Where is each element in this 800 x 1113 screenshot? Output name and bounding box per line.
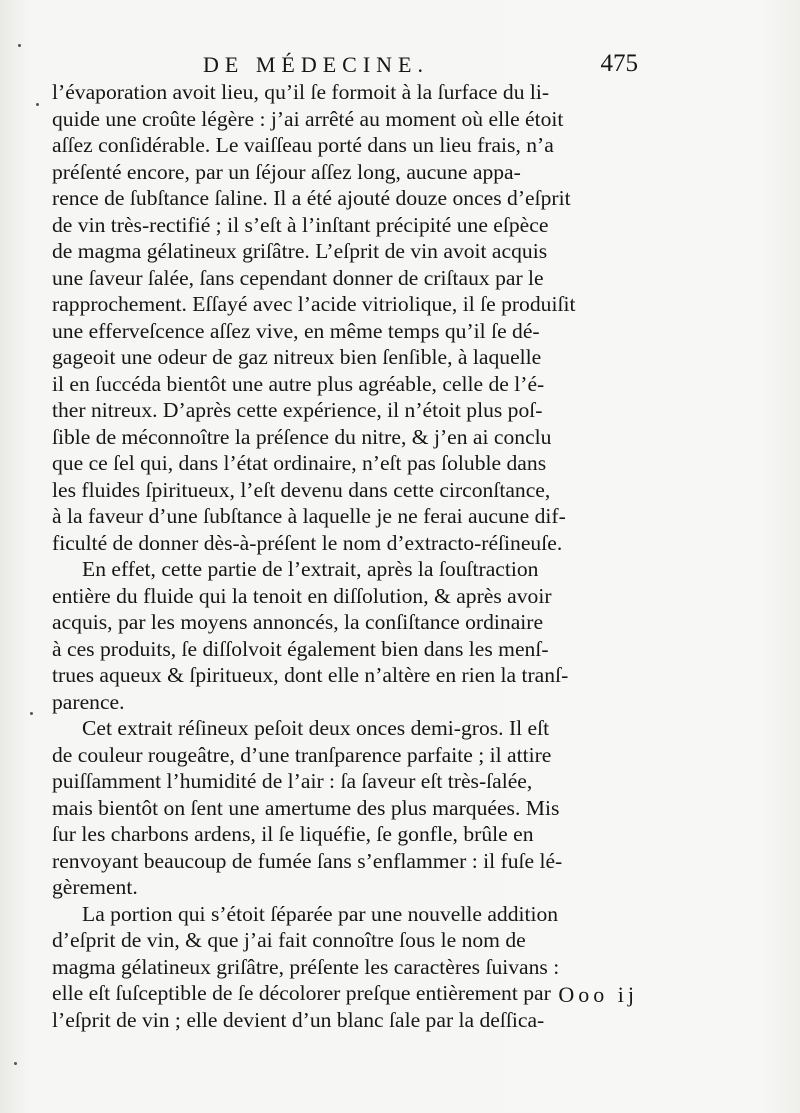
text-line: une ſaveur ſalée, ſans cependant donner de criſtaux par le (52, 265, 544, 290)
text-line: acquis, par les moyens annoncés, la conſiſtance ordinaire (52, 610, 544, 634)
text-line: La portion qui s’étoit ſéparée par une nouvelle addition (82, 901, 559, 926)
running-title: DE MÉDECINE. (203, 52, 429, 77)
text-line: il en ſuccéda bientôt une autre plus agréable, celle de l’é- (52, 371, 545, 396)
text-line: ſur les charbons ardens, il ſe liquéfie, ſe gonfle, brûle en (52, 822, 534, 846)
text-line: à ces produits, ſe diſſolvoit également bien dans les menſ- (52, 636, 549, 661)
text-line: une efferveſcence aſſez vive, en même temps qu’il ſe dé- (52, 318, 540, 343)
text-line: Cet extrait réſineux peſoit deux onces demi-gros. Il eſt (82, 716, 550, 740)
text-line: de magma gélatineux griſâtre. L’eſprit de vin avoit acquis (52, 239, 548, 263)
text-line: rence de ſubſtance ſaline. Il a été ajouté douze onces d’eſprit (52, 186, 571, 210)
text-line: d’eſprit de vin, & que j’ai fait connoître ſous le nom de (52, 928, 526, 952)
text-line: de couleur rougeâtre, d’une tranſparence parfaite ; il attire (52, 742, 552, 767)
text-line: rapprochement. Eſſayé avec l’acide vitriolique, il ſe produiſit (52, 292, 576, 316)
text-line: parence. (52, 689, 125, 714)
text-line: entière du fluide qui la tenoit en diſſolution, & après avoir (52, 583, 552, 608)
text-line: que ce ſel qui, dans l’état ordinaire, n’eſt pas ſoluble dans (52, 451, 547, 475)
text-line: mais bientôt on ſent une amertume des plus marquées. Mis (52, 795, 560, 820)
text-line: puiſſamment l’humidité de l’air : ſa ſaveur eſt très-ſalée, (52, 769, 533, 793)
text-line: quide une croûte légère : j’ai arrêté au moment où elle étoit (52, 106, 564, 131)
text-line: gageoit une odeur de gaz nitreux bien ſenſible, à laquelle (52, 345, 542, 369)
text-line: renvoyant beaucoup de fumée ſans s’enflammer : il fuſe lé- (52, 848, 563, 873)
text-line: préſenté encore, par un ſéjour aſſez long, aucune appa- (52, 159, 521, 184)
text-line: ficulté de donner dès-à-préſent le nom d’extracto-réſineuſe. (52, 530, 563, 555)
text-line: trues aqueux & ſpiritueux, dont elle n’altère en rien la tranſ- (52, 663, 569, 687)
text-line: elle eſt ſuſceptible de ſe décolorer preſque entièrement par (52, 981, 551, 1005)
page-number: 475 (600, 50, 638, 77)
text-line: En effet, cette partie de l’extrait, après la ſouſtraction (82, 557, 539, 581)
ink-speck (14, 1062, 17, 1065)
text-line: gèrement. (52, 875, 138, 899)
text-line: aſſez conſidérable. Le vaiſſeau porté dans un lieu frais, n’a (52, 133, 554, 157)
text-line: de vin très-rectifié ; il s’eſt à l’inſtant précipité une eſpèce (52, 212, 549, 237)
signature-mark: Ooo ij (558, 982, 638, 1007)
text-line: l’évaporation avoit lieu, qu’il ſe formoit à la ſurface du li- (52, 80, 550, 104)
ink-speck (18, 44, 21, 47)
ink-speck (30, 712, 33, 715)
text-line: les fluides ſpiritueux, l’eſt devenu dans cette circonſtance, (52, 477, 551, 502)
text-line: magma gélatineux griſâtre, préſente les caractères ſuivans : (52, 954, 560, 979)
text-line: ther nitreux. D’après cette expérience, il n’étoit plus poſ- (52, 398, 543, 422)
body-text (52, 79, 642, 1033)
text-line: l’eſprit de vin ; elle devient d’un blanc ſale par la deſſica- (52, 1007, 545, 1032)
ink-speck (36, 103, 39, 106)
text-line: ſible de méconnoître la préſence du nitre, & j’en ai conclu (52, 424, 552, 449)
text-line: à la faveur d’une ſubſtance à laquelle je ne ferai aucune dif- (52, 504, 566, 528)
